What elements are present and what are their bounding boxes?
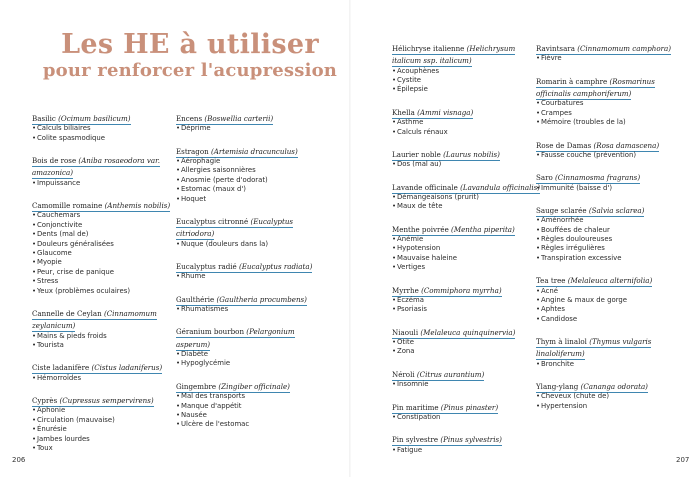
indication-list xyxy=(176,157,326,204)
oil-latin-name: (Cistus ladaniferus) xyxy=(91,363,163,373)
oil-latin-name: (Commiphora myrrha) xyxy=(421,285,502,295)
oil-common-name: Néroli xyxy=(392,369,415,379)
oil-name-block xyxy=(176,324,326,349)
oil-entry xyxy=(536,334,686,369)
indication-item: • Fatigue xyxy=(392,446,542,455)
indication-item: • Insomnie xyxy=(392,380,542,389)
indication-item: • Angine & maux de gorge xyxy=(536,296,686,305)
oil-name-block xyxy=(32,360,182,372)
indication-list xyxy=(392,338,542,357)
oil-name xyxy=(536,77,655,100)
indication-item: • Règles irrégulières xyxy=(536,244,686,253)
indication-item: • Bouffées de chaleur xyxy=(536,226,686,235)
indication-item: • Mauvaise haleine xyxy=(392,254,542,263)
oil-name xyxy=(392,44,515,67)
oil-entry xyxy=(536,74,686,128)
indication-item: • Dos (mal au) xyxy=(392,160,542,169)
indication-item: • Cauchemars xyxy=(32,211,182,220)
oil-name xyxy=(536,337,651,360)
oil-latin-name: (Mentha piperita) xyxy=(451,224,515,234)
oil-latin-name: (Cinnamomum zeylanicum) xyxy=(32,309,157,331)
indication-item: • Psoriasis xyxy=(392,305,542,314)
indication-item: • Hémorroïdes xyxy=(32,374,182,383)
oil-name-block xyxy=(176,259,326,271)
oil-latin-name: (Aniba rosaeodora var. amazonica) xyxy=(32,156,160,178)
indication-item: • Nausée xyxy=(176,411,326,420)
title-line-2: pour renforcer l'acupression xyxy=(42,60,338,81)
indication-item: • Tourista xyxy=(32,341,182,350)
oil-common-name: Laurier noble xyxy=(392,149,441,159)
indication-item: • Hypertension xyxy=(536,402,686,411)
oil-entry xyxy=(536,379,686,411)
oil-name-block xyxy=(536,379,686,391)
oil-entry xyxy=(176,144,326,204)
oil-common-name: Ylang-ylang xyxy=(536,382,579,392)
oil-entry xyxy=(536,138,686,161)
indication-item: • Impuissance xyxy=(32,179,182,188)
oil-name xyxy=(32,309,157,332)
indication-item: • Peur, crise de panique xyxy=(32,268,182,277)
indication-item: • Otite xyxy=(392,338,542,347)
oil-latin-name: (Cananga odorata) xyxy=(580,382,648,392)
indication-list xyxy=(32,179,182,188)
oil-name-block xyxy=(176,144,326,156)
indication-item: • Fièvre xyxy=(536,54,686,63)
oil-common-name: Eucalyptus radié xyxy=(176,262,237,272)
indication-list xyxy=(392,118,542,137)
oil-name-block xyxy=(392,41,542,66)
oil-name-block xyxy=(536,334,686,359)
oil-column-4 xyxy=(536,41,686,421)
oil-entry xyxy=(32,111,182,143)
indication-item: • Mal des transports xyxy=(176,392,326,401)
book-gutter xyxy=(349,0,351,477)
indication-item: • Candidose xyxy=(536,315,686,324)
oil-latin-name: (Cinnamosma fragrans) xyxy=(555,173,641,183)
indication-list xyxy=(176,272,326,281)
indication-item: • Ulcère de l'estomac xyxy=(176,420,326,429)
oil-latin-name: (Anthemis nobilis) xyxy=(104,201,171,211)
oil-name-block xyxy=(392,432,542,444)
indication-item: • Acné xyxy=(536,287,686,296)
oil-common-name: Pin sylvestre xyxy=(392,435,439,445)
oil-name-block xyxy=(176,379,326,391)
indication-item: • Rhumatismes xyxy=(176,305,326,314)
indication-item: • Acouphènes xyxy=(392,67,542,76)
oil-common-name: Estragon xyxy=(176,146,209,156)
indication-item: • Douleurs généralisées xyxy=(32,240,182,249)
indication-item: • Aérophagie xyxy=(176,157,326,166)
oil-column-3 xyxy=(392,41,542,465)
indication-item: • Énurésie xyxy=(32,425,182,434)
indication-item: • Manque d'appétit xyxy=(176,402,326,411)
oil-entry xyxy=(32,306,182,350)
indication-item: • Crampes xyxy=(536,109,686,118)
oil-latin-name: (Pinus sylvestris) xyxy=(440,435,502,445)
indication-list xyxy=(536,99,686,127)
indication-list xyxy=(392,235,542,273)
indication-item: • Stress xyxy=(32,277,182,286)
indication-list xyxy=(392,160,542,169)
indication-item: • Hypoglycémie xyxy=(176,359,326,368)
indication-list xyxy=(536,216,686,263)
indication-item: • Rhume xyxy=(176,272,326,281)
page-number-right: 207 xyxy=(676,456,690,464)
oil-latin-name: (Eucalyptus radiata) xyxy=(238,262,313,272)
oil-entry xyxy=(176,214,326,249)
oil-name-block xyxy=(392,283,542,295)
oil-latin-name: (Cupressus sempervirens) xyxy=(59,396,154,406)
indication-item: • Colite spasmodique xyxy=(32,134,182,143)
indication-list xyxy=(392,380,542,389)
oil-latin-name: (Salvia sclarea) xyxy=(588,205,645,215)
indication-item: • Dents (mal de) xyxy=(32,230,182,239)
oil-name-block xyxy=(536,203,686,215)
indication-item: • Allergies saisonnières xyxy=(176,166,326,175)
oil-name-block xyxy=(392,180,542,192)
oil-common-name: Cyprès xyxy=(32,396,58,406)
oil-latin-name: (Pelargonium asperum) xyxy=(176,327,295,349)
indication-item: • Diabète xyxy=(176,350,326,359)
indication-item: • Asthme xyxy=(392,118,542,127)
oil-common-name: Lavande officinale xyxy=(392,182,458,192)
oil-entry xyxy=(392,432,542,455)
indication-list xyxy=(536,287,686,325)
indication-item: • Nuque (douleurs dans la) xyxy=(176,240,326,249)
oil-name-block xyxy=(392,400,542,412)
oil-name-block xyxy=(176,292,326,304)
indication-list xyxy=(392,296,542,315)
indication-list xyxy=(392,193,542,212)
oil-latin-name: (Gaultheria procumbens) xyxy=(216,294,307,304)
indication-item: • Estomac (maux d') xyxy=(176,185,326,194)
oil-column-2 xyxy=(176,111,326,440)
oil-entry xyxy=(392,222,542,273)
oil-common-name: Basilic xyxy=(32,114,56,123)
indication-list xyxy=(32,211,182,296)
oil-common-name: Thym à linalol xyxy=(536,337,587,347)
oil-entry xyxy=(392,400,542,423)
oil-name-block xyxy=(392,105,542,117)
indication-list xyxy=(176,350,326,369)
oil-entry xyxy=(392,147,542,170)
oil-entry xyxy=(32,198,182,296)
indication-item: • Épilepsie xyxy=(392,85,542,94)
indication-item: • Cheveux (chute de) xyxy=(536,392,686,401)
oil-common-name: Saro xyxy=(536,173,553,183)
oil-common-name: Myrrhe xyxy=(392,285,419,295)
oil-name-block xyxy=(536,170,686,182)
indication-item: • Cystite xyxy=(392,76,542,85)
oil-latin-name: (Pinus pinaster) xyxy=(440,402,499,412)
oil-common-name: Hélichryse italienne xyxy=(392,44,465,53)
oil-name-block xyxy=(32,111,182,123)
indication-item: • Hoquet xyxy=(176,195,326,204)
indication-item: • Anémie xyxy=(392,235,542,244)
indication-list xyxy=(176,305,326,314)
oil-common-name: Pin maritime xyxy=(392,402,439,412)
oil-common-name: Ciste ladanifère xyxy=(32,363,90,373)
oil-name-block xyxy=(536,273,686,285)
oil-latin-name: (Rosa damascena) xyxy=(593,140,660,150)
oil-latin-name: (Eucalyptus citriodora) xyxy=(176,217,294,239)
indication-item: • Zona xyxy=(392,347,542,356)
oil-latin-name: (Zingiber officinale) xyxy=(218,381,290,391)
indication-item: • Aphtes xyxy=(536,305,686,314)
oil-common-name: Bois de rose xyxy=(32,156,77,166)
indication-item: • Vertiges xyxy=(392,263,542,272)
indication-list xyxy=(32,124,182,143)
oil-latin-name: (Cinnamomum camphora) xyxy=(577,44,671,53)
oil-name-block xyxy=(392,147,542,159)
oil-latin-name: (Boswellia carterii) xyxy=(204,114,274,123)
indication-item: • Maux de tête xyxy=(392,202,542,211)
oil-name xyxy=(176,217,293,240)
oil-latin-name: (Thymus vulgaris linaloliferum) xyxy=(536,337,652,359)
page-number-left: 206 xyxy=(12,456,26,464)
indication-list xyxy=(176,392,326,430)
indication-list xyxy=(536,54,686,63)
oil-name-block xyxy=(32,393,182,405)
indication-list xyxy=(536,151,686,160)
indication-list xyxy=(32,332,182,351)
indication-item: • Mémoire (troubles de la) xyxy=(536,118,686,127)
oil-latin-name: (Ammi visnaga) xyxy=(417,107,474,117)
oil-name-block xyxy=(32,198,182,210)
oil-common-name: Khella xyxy=(392,107,415,117)
indication-item: • Conjonctivite xyxy=(32,221,182,230)
oil-entry xyxy=(392,105,542,137)
indication-list xyxy=(392,67,542,95)
oil-entry xyxy=(392,325,542,357)
indication-item: • Démangeaisons (prurit) xyxy=(392,193,542,202)
indication-item: • Eczéma xyxy=(392,296,542,305)
oil-common-name: Rose de Damas xyxy=(536,140,592,150)
oil-name xyxy=(176,327,295,350)
indication-item: • Courbatures xyxy=(536,99,686,108)
oil-entry xyxy=(176,292,326,315)
oil-common-name: Romarin à camphre xyxy=(536,76,608,86)
oil-name-block xyxy=(176,111,326,123)
oil-common-name: Camomille romaine xyxy=(32,201,103,211)
oil-common-name: Gingembre xyxy=(176,381,217,391)
oil-common-name: Sauge sclarée xyxy=(536,205,587,215)
indication-item: • Règles douloureuses xyxy=(536,235,686,244)
indication-item: • Calculs biliaires xyxy=(32,124,182,133)
oil-name-block xyxy=(392,222,542,234)
oil-entry xyxy=(176,324,326,368)
indication-item: • Aménorrhée xyxy=(536,216,686,225)
oil-entry xyxy=(176,259,326,282)
oil-entry xyxy=(392,180,542,212)
oil-common-name: Ravintsara xyxy=(536,44,575,53)
indication-list xyxy=(536,184,686,193)
oil-entry xyxy=(392,367,542,390)
oil-entry xyxy=(536,41,686,64)
oil-common-name: Tea tree xyxy=(536,276,566,286)
oil-column-1 xyxy=(32,111,182,464)
oil-common-name: Encens xyxy=(176,114,203,123)
oil-entry xyxy=(176,111,326,134)
indication-list xyxy=(392,446,542,455)
indication-item: • Transpiration excessive xyxy=(536,254,686,263)
indication-item: • Glaucome xyxy=(32,249,182,258)
indication-list xyxy=(176,124,326,133)
indication-list xyxy=(32,406,182,453)
indication-list xyxy=(176,240,326,249)
oil-latin-name: (Melaleuca alternifolia) xyxy=(567,276,653,286)
indication-item: • Calculs rénaux xyxy=(392,128,542,137)
oil-entry xyxy=(536,273,686,324)
indication-item: • Toux xyxy=(32,444,182,453)
oil-name-block xyxy=(392,325,542,337)
oil-common-name: Eucalyptus citronné xyxy=(176,217,249,227)
indication-item: • Hypotension xyxy=(392,244,542,253)
oil-common-name: Menthe poivrée xyxy=(392,224,449,234)
page-title xyxy=(40,30,340,82)
oil-name-block xyxy=(536,41,686,53)
oil-entry xyxy=(176,379,326,430)
oil-name-block xyxy=(32,306,182,331)
oil-entry xyxy=(392,283,542,315)
indication-item: • Myopie xyxy=(32,258,182,267)
oil-latin-name: (Citrus aurantium) xyxy=(416,369,485,379)
indication-item: • Anosmie (perte d'odorat) xyxy=(176,176,326,185)
indication-item: • Immunité (baisse d') xyxy=(536,184,686,193)
oil-entry xyxy=(32,393,182,453)
indication-item: • Yeux (problèmes oculaires) xyxy=(32,287,182,296)
indication-item: • Fausse couche (prévention) xyxy=(536,151,686,160)
oil-common-name: Géranium bourbon xyxy=(176,327,245,337)
oil-common-name: Niaouli xyxy=(392,327,419,337)
title-line-1: Les HE à utiliser xyxy=(61,29,319,60)
oil-entry xyxy=(536,170,686,193)
oil-entry xyxy=(392,41,542,95)
oil-latin-name: (Lavandula officinalis) xyxy=(460,182,541,192)
indication-item: • Circulation (mauvaise) xyxy=(32,416,182,425)
oil-name xyxy=(32,156,160,179)
oil-latin-name: (Rosmarinus officinalis camphoriferum) xyxy=(536,76,655,98)
indication-list xyxy=(536,360,686,369)
oil-name-block xyxy=(536,74,686,99)
oil-latin-name: (Artemisia dracunculus) xyxy=(210,146,298,156)
indication-item: • Aphonie xyxy=(32,406,182,415)
indication-list xyxy=(536,392,686,411)
oil-name-block xyxy=(392,367,542,379)
oil-name-block xyxy=(176,214,326,239)
oil-common-name: Cannelle de Ceylan xyxy=(32,309,102,319)
indication-list xyxy=(392,413,542,422)
oil-latin-name: (Ocimum basilicum) xyxy=(58,114,131,123)
indication-item: • Jambes lourdes xyxy=(32,435,182,444)
oil-entry xyxy=(32,153,182,188)
oil-entry xyxy=(536,203,686,263)
oil-entry xyxy=(32,360,182,383)
oil-common-name: Gaulthérie xyxy=(176,294,215,304)
indication-item: • Mains & pieds froids xyxy=(32,332,182,341)
oil-latin-name: (Melaleuca quinquinervia) xyxy=(420,327,516,337)
oil-latin-name: (Helichrysum italicum ssp. italicum) xyxy=(392,44,516,66)
oil-name-block xyxy=(536,138,686,150)
indication-list xyxy=(32,374,182,383)
indication-item: • Bronchite xyxy=(536,360,686,369)
oil-latin-name: (Laurus nobilis) xyxy=(443,149,500,159)
indication-item: • Déprime xyxy=(176,124,326,133)
indication-item: • Constipation xyxy=(392,413,542,422)
oil-name-block xyxy=(32,153,182,178)
